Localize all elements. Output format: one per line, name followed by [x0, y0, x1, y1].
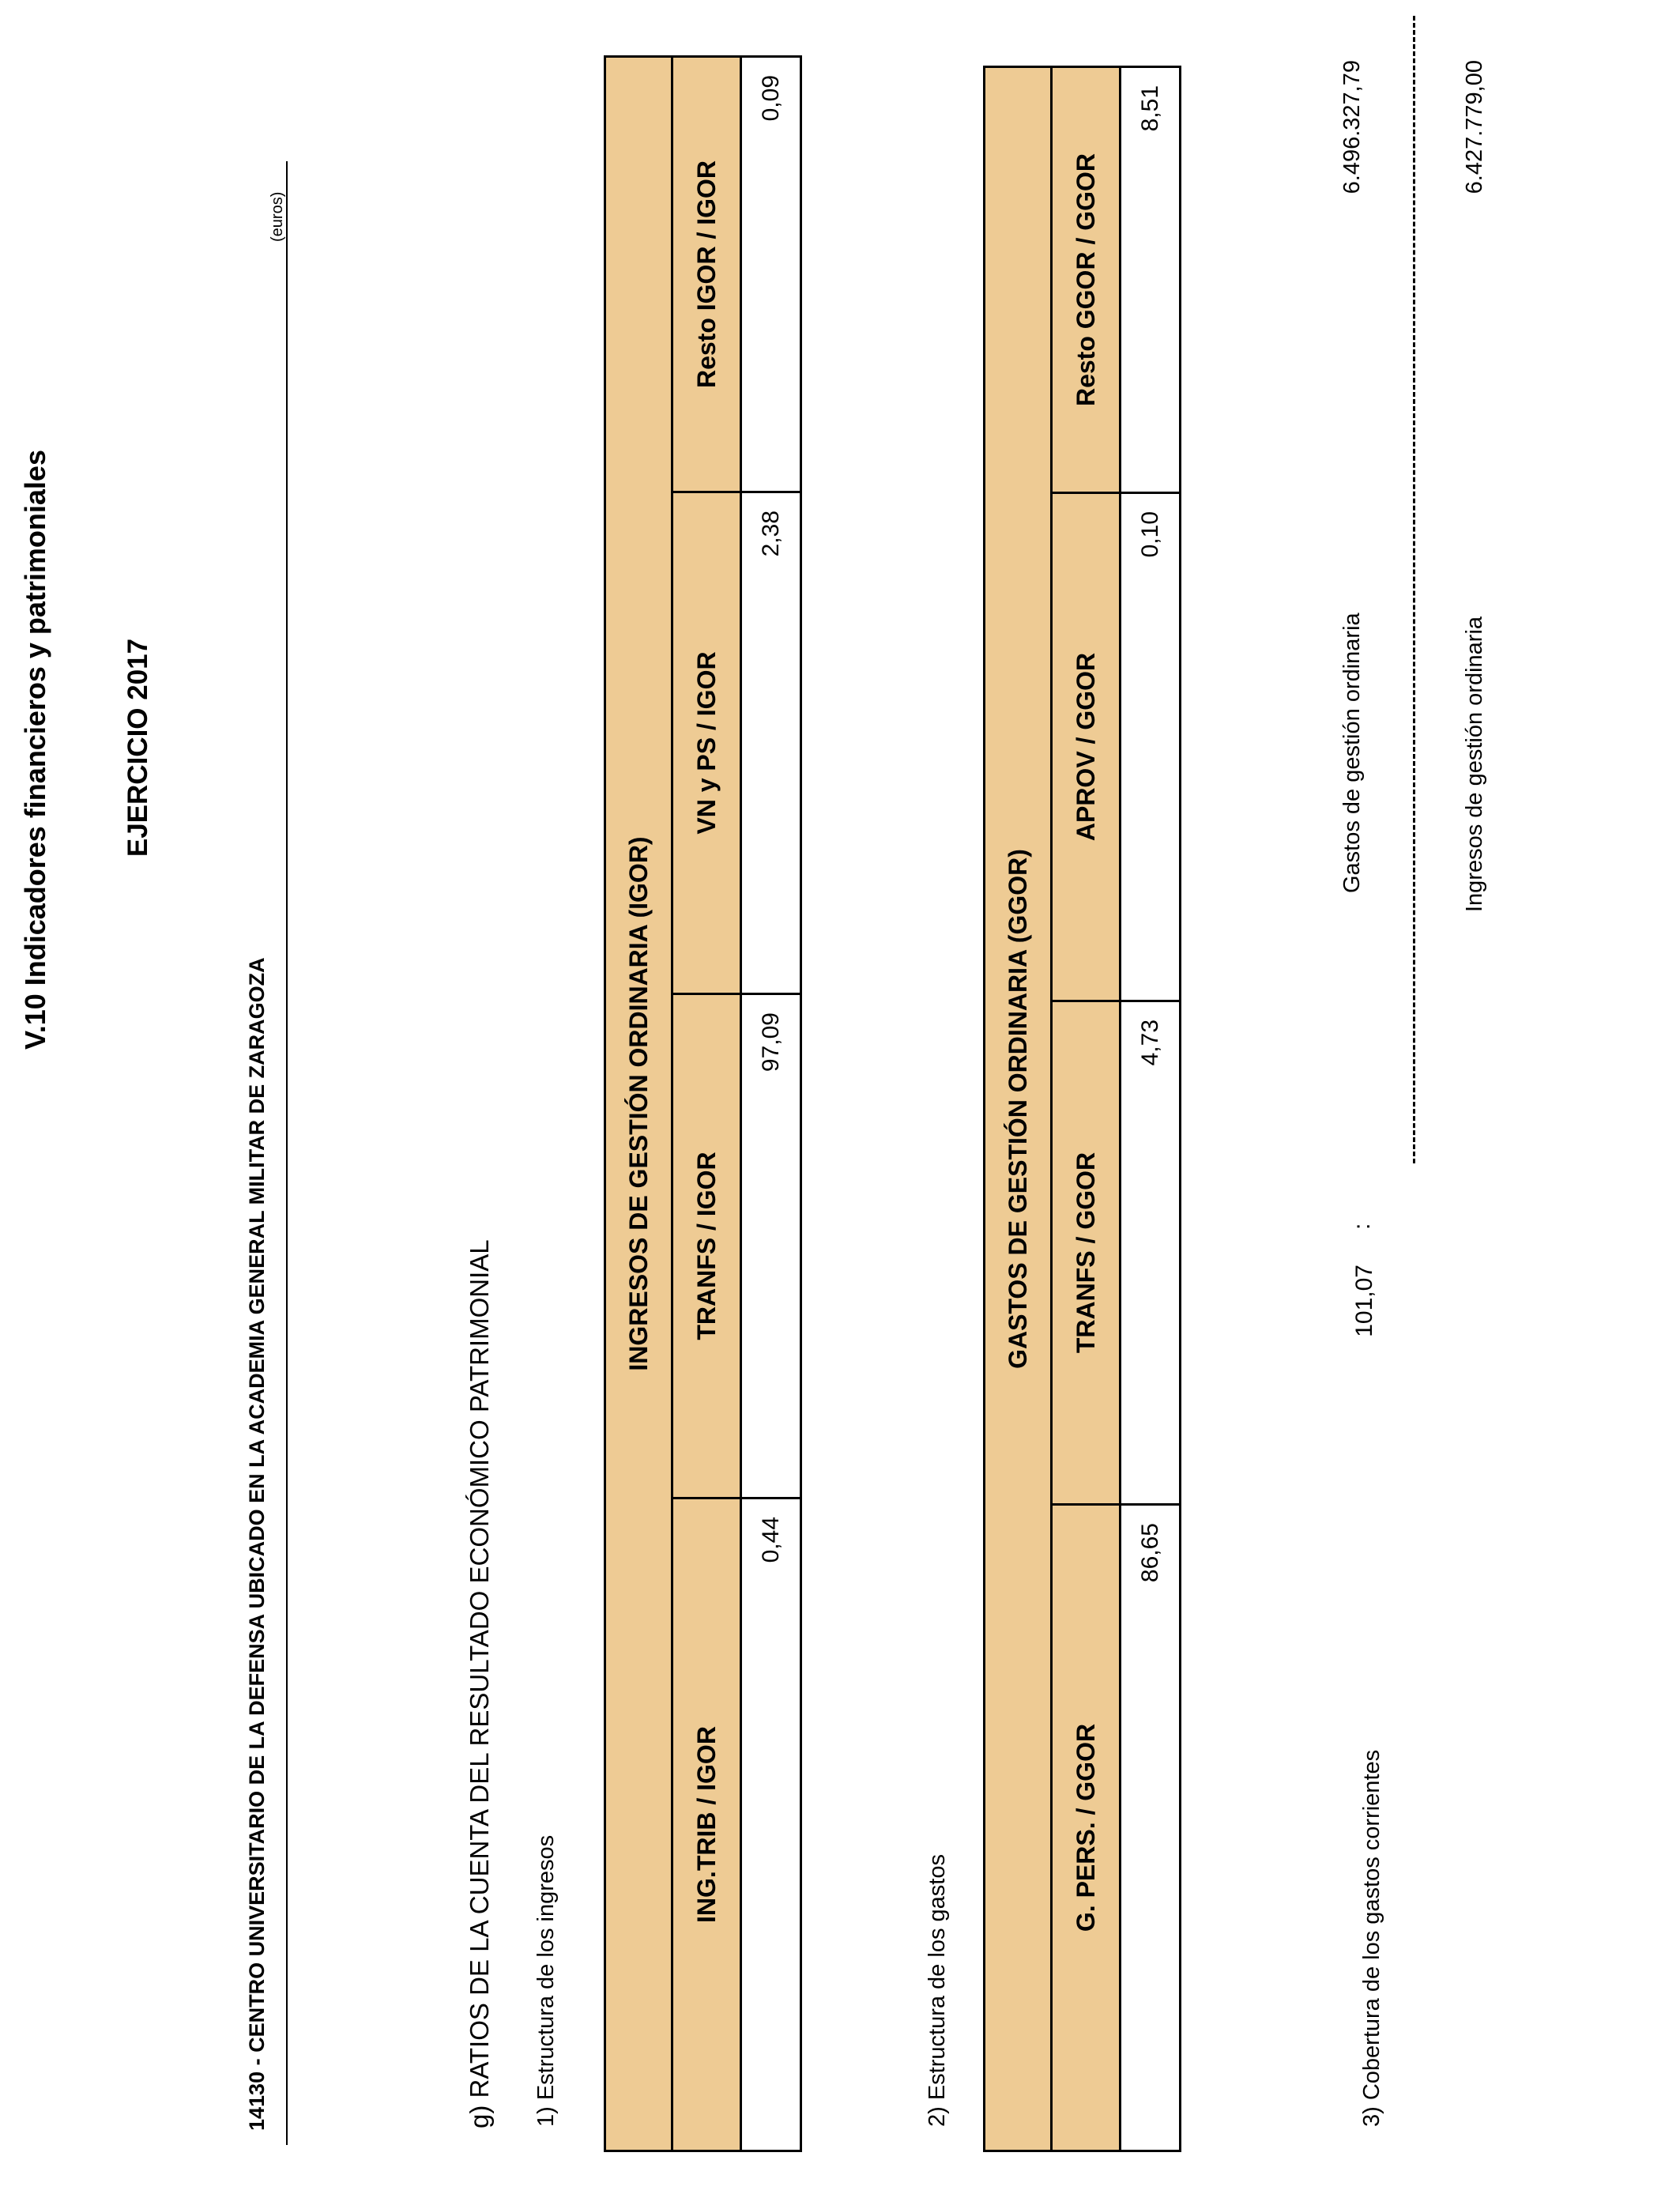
ingresos-value-cell: 2,38	[741, 492, 801, 994]
ingresos-value-cell: 97,09	[741, 994, 801, 1498]
gastos-ratio-table	[983, 66, 1181, 2152]
ingresos-ratio-table	[604, 55, 802, 2152]
gastos-col-header: G. PERS. / GGOR	[1052, 1505, 1121, 2151]
cobertura-denominator-label: Ingresos de gestión ordinaria	[1462, 616, 1487, 912]
ingresos-subtitle: 1) Estructura de los ingresos	[533, 1834, 559, 2127]
cobertura-denominator-value: 6.427.779,00	[1462, 60, 1487, 194]
entity-name: 14130 - CENTRO UNIVERSITARIO DE LA DEFENSA UBICADO EN LA ACADEMIA GENERAL MILITAR DE ZARAGOZA	[245, 957, 269, 2131]
ingresos-value-cell: 0,44	[741, 1498, 801, 2151]
gastos-col-header: APROV / GGOR	[1052, 493, 1121, 1001]
ingresos-col-header: TRANFS / IGOR	[672, 994, 741, 1498]
fiscal-year-title: EJERCICIO 2017	[122, 638, 153, 858]
ingresos-value-cell: 0,09	[741, 57, 801, 492]
cobertura-ratio-value: 101,07	[1351, 1265, 1377, 1337]
ingresos-col-header: Resto IGOR / IGOR	[672, 57, 741, 492]
gastos-col-header: Resto GGOR / GGOR	[1052, 67, 1121, 493]
gastos-subtitle: 2) Estructura de los gastos	[925, 1854, 950, 2127]
gastos-col-header: TRANFS / GGOR	[1052, 1001, 1121, 1505]
cobertura-numerator-label: Gastos de gestión ordinaria	[1339, 613, 1365, 893]
gastos-value-cell: 8,51	[1121, 67, 1181, 493]
ingresos-col-header: ING.TRIB / IGOR	[672, 1498, 741, 2151]
gastos-group-header: GASTOS DE GESTIÓN ORDINARIA (GGOR)	[985, 67, 1052, 2151]
ingresos-group-header: INGRESOS DE GESTIÓN ORDINARIA (IGOR)	[605, 57, 672, 2151]
gastos-value-cell: 86,65	[1121, 1505, 1181, 2151]
cobertura-colon: :	[1349, 1223, 1375, 1230]
gastos-value-cell: 4,73	[1121, 1001, 1181, 1505]
section-title: g) RATIOS DE LA CUENTA DEL RESULTADO ECONÓMICO PATRIMONIAL	[465, 1239, 494, 2128]
cobertura-numerator-value: 6.496.327,79	[1339, 60, 1365, 194]
header-rule	[286, 161, 288, 2145]
fraction-dashed-line	[1413, 16, 1415, 1163]
report-title: V.10 Indicadores financieros y patrimoniales	[19, 450, 51, 1050]
currency-unit: (euros)	[269, 191, 286, 242]
ingresos-col-header: VN y PS / IGOR	[672, 492, 741, 994]
gastos-value-cell: 0,10	[1121, 493, 1181, 1001]
cobertura-subtitle: 3) Cobertura de los gastos corrientes	[1359, 1749, 1384, 2127]
